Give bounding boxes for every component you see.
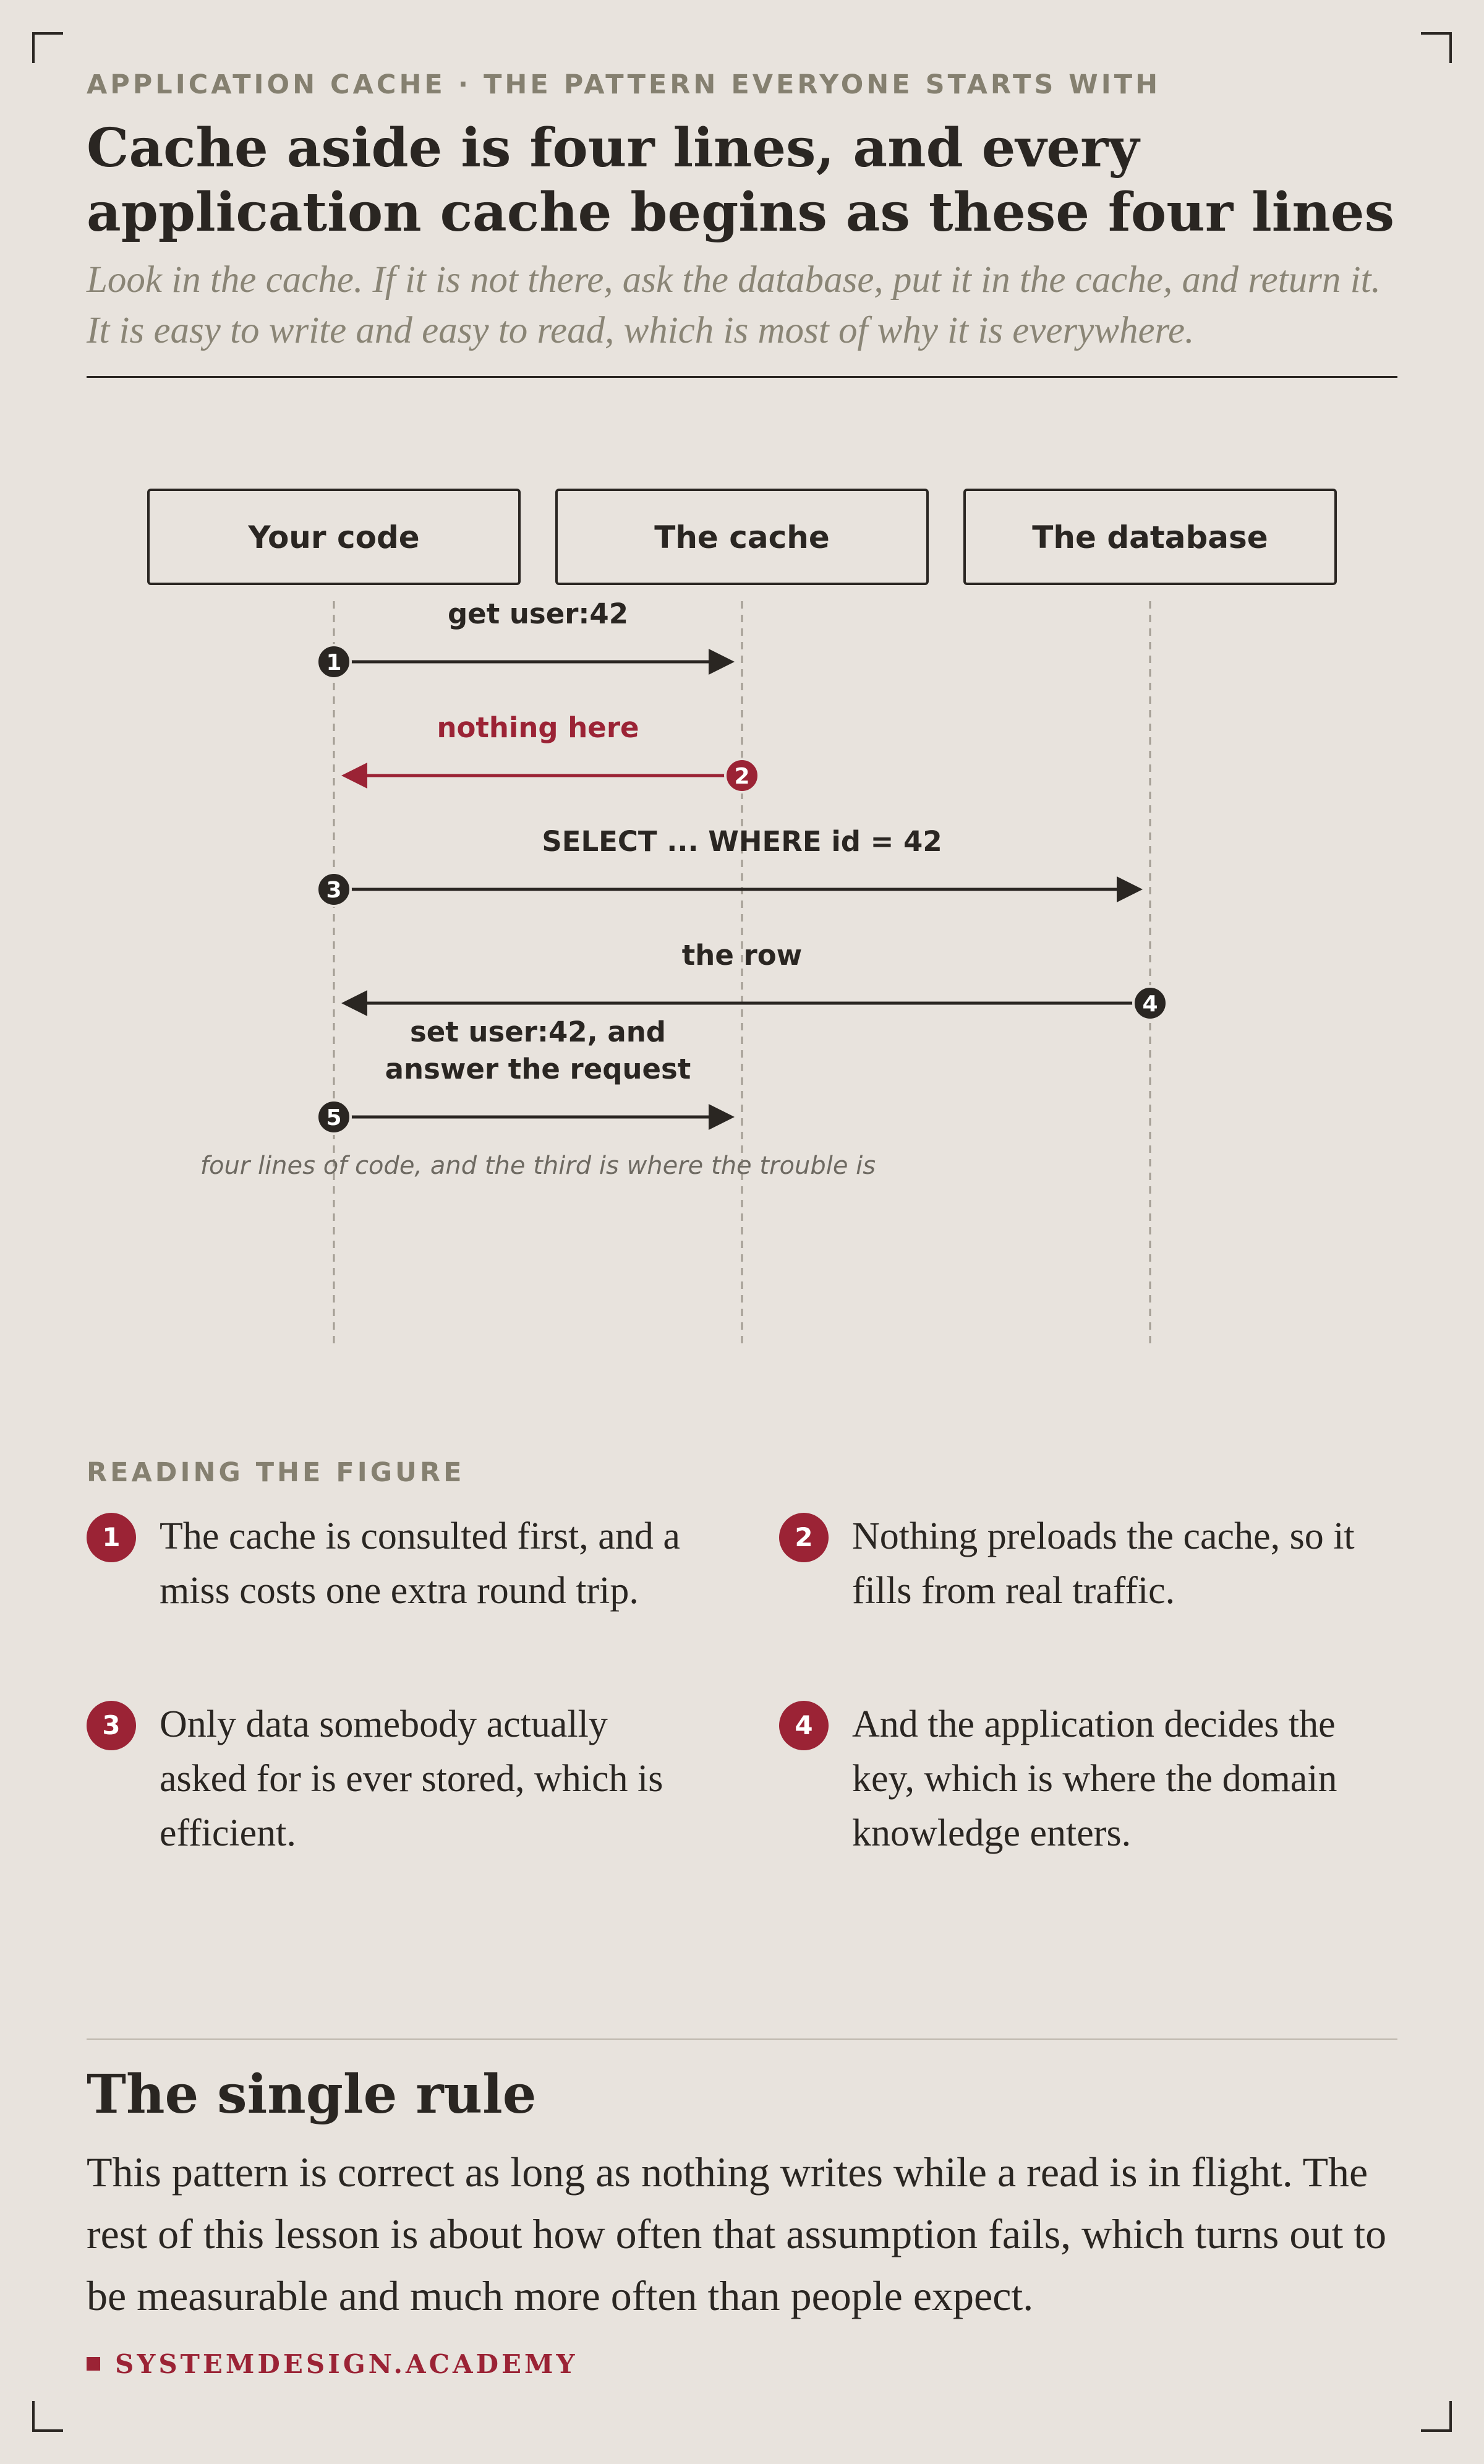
brand-square-icon xyxy=(87,2357,100,2371)
eyebrow: APPLICATION CACHE · THE PATTERN EVERYONE STARTS WITH xyxy=(87,69,1161,100)
arrowhead-icon xyxy=(709,1104,735,1130)
message-label: set user:42, and xyxy=(409,1016,667,1048)
note-text: The cache is consulted first, and a miss costs one extra round trip. xyxy=(160,1515,680,1612)
sequence-diagram xyxy=(0,445,1484,1385)
notes-heading: READING THE FIGURE xyxy=(87,1457,465,1488)
step-badge: 4 xyxy=(779,1701,829,1750)
step-number: 2 xyxy=(734,764,750,789)
dek: Look in the cache. If it is not there, ask the database, put it in the cache, and return it. It is easy to write and easy to read, which is most of why it is everywhere. xyxy=(87,259,1381,351)
diagram-footnote: four lines of code, and the third is where the trouble is xyxy=(200,1152,876,1180)
corner-mark-top-right xyxy=(1421,32,1452,63)
step-badge: 2 xyxy=(779,1513,829,1562)
rule-heading: The single rule xyxy=(87,2063,537,2126)
brand-label: SYSTEMDESIGN.ACADEMY xyxy=(115,2349,578,2379)
step-number: 3 xyxy=(326,878,342,903)
step-number: 4 xyxy=(1142,991,1158,1017)
step-badge: 1 xyxy=(87,1513,136,1562)
note-text: Nothing preloads the cache, so it fills from real traffic. xyxy=(852,1515,1355,1612)
message-label: SELECT ... WHERE id = 42 xyxy=(542,825,942,858)
arrowhead-icon xyxy=(341,763,367,789)
message-label: get user:42 xyxy=(447,597,629,630)
participant-label: Your code xyxy=(248,520,420,555)
arrowhead-icon xyxy=(709,649,735,675)
step-badge: 3 xyxy=(87,1701,136,1750)
arrowhead-icon xyxy=(1117,876,1143,902)
participant-label: The database xyxy=(1032,520,1268,555)
rule-body: This pattern is correct as long as nothing writes while a read is in flight. The rest of this lesson is about how often that assumption fails, which turns out to be measurable and much more often than people expect. xyxy=(87,2149,1387,2319)
note-text: Only data somebody actually asked for is ever stored, which is efficient. xyxy=(160,1703,663,1854)
sequence-diagram-svg xyxy=(0,445,1484,1385)
corner-mark-bottom-right xyxy=(1421,2401,1452,2432)
message-label: the row xyxy=(681,939,803,972)
header-divider xyxy=(87,376,1397,378)
section-divider xyxy=(87,2038,1397,2040)
step-number: 5 xyxy=(326,1105,342,1131)
note-text: And the application decides the key, which is where the domain knowledge enters. xyxy=(852,1703,1337,1854)
page-title: Cache aside is four lines, and every application cache begins as these four lines xyxy=(87,117,1395,244)
step-number: 1 xyxy=(326,650,342,675)
arrowhead-icon xyxy=(341,990,367,1016)
message-label: nothing here xyxy=(437,711,639,744)
participant-label: The cache xyxy=(654,520,830,555)
message-label: answer the request xyxy=(385,1053,691,1085)
brand-mark xyxy=(87,2349,578,2379)
corner-mark-bottom-left xyxy=(32,2401,63,2432)
corner-mark-top-left xyxy=(32,32,63,63)
